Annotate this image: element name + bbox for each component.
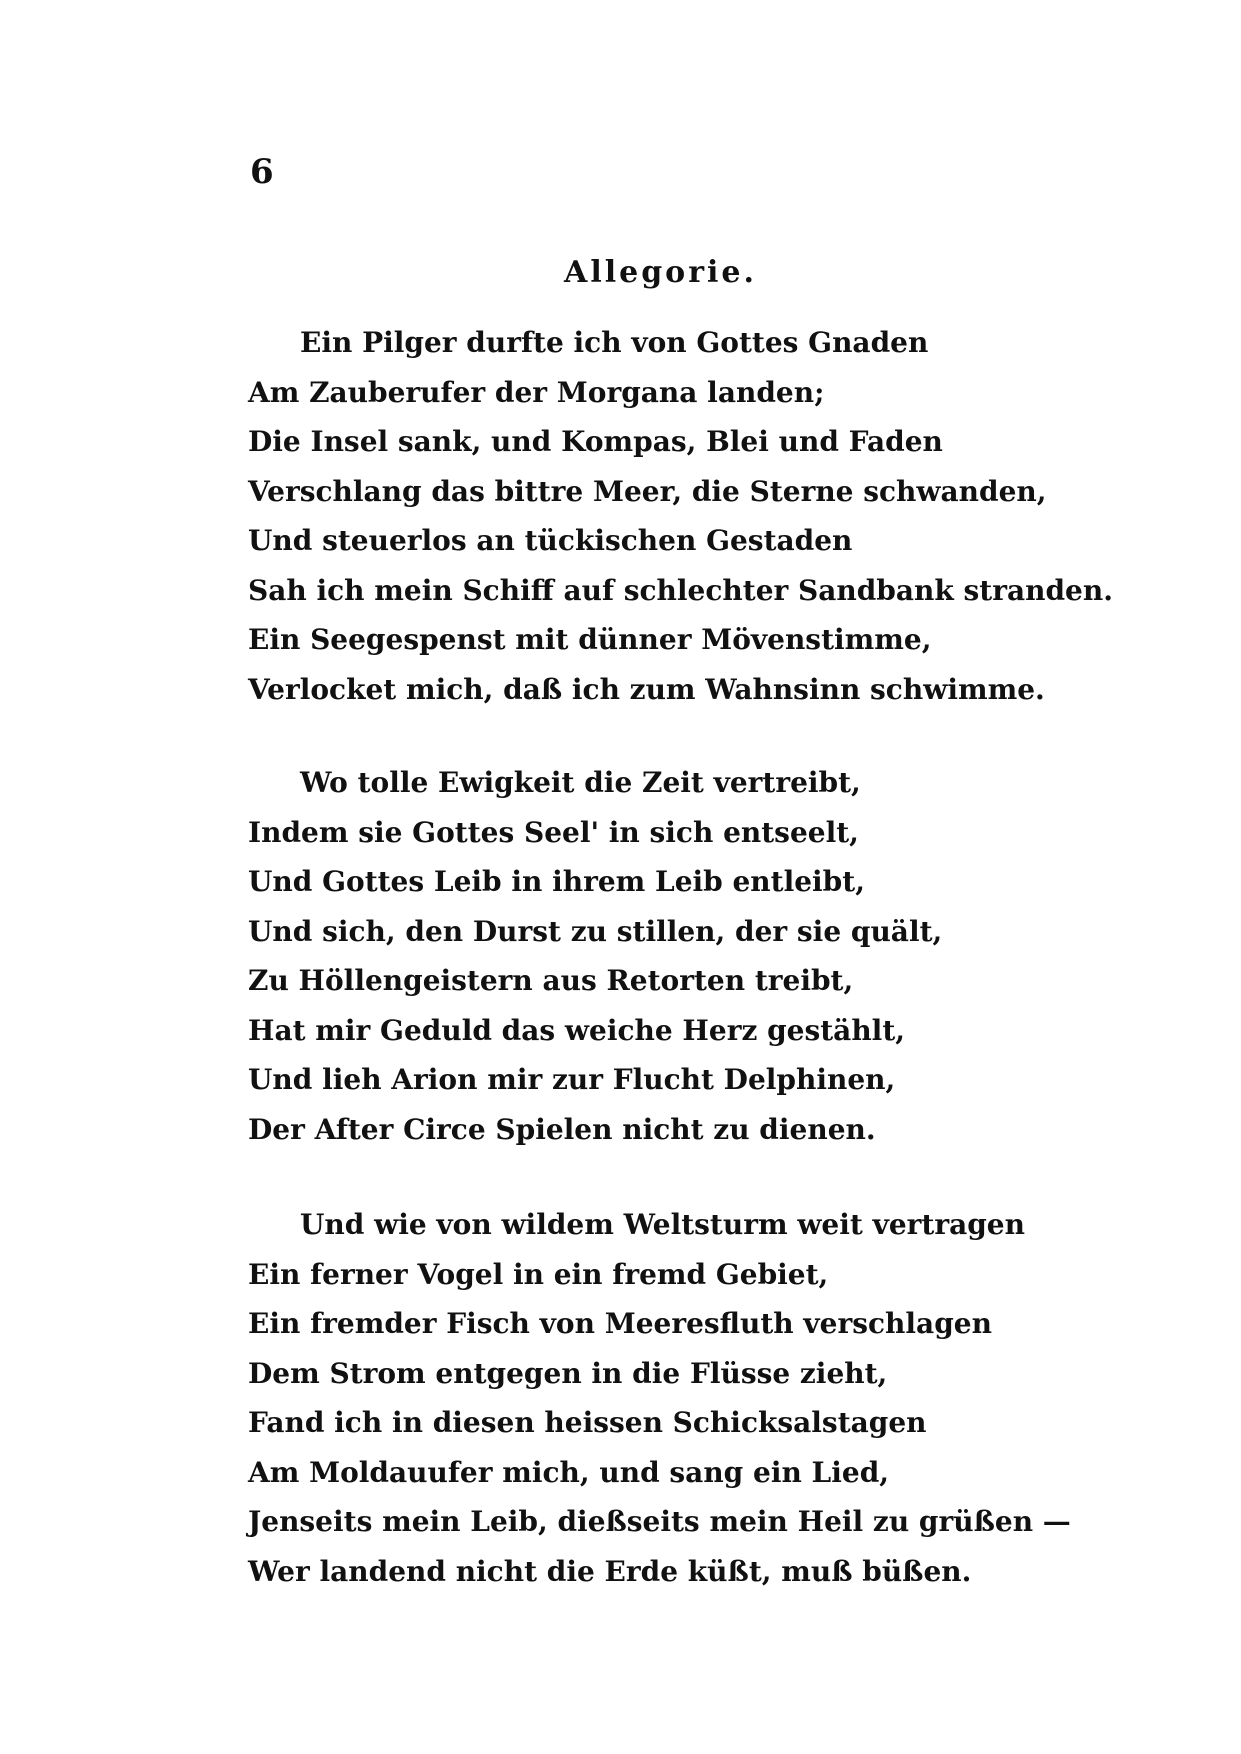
poem-line: Hat mir Geduld das weiche Herz gestählt,: [248, 1013, 906, 1047]
poem-line: Dem Strom entgegen in die Flüsse zieht,: [248, 1356, 888, 1390]
poem-line: Am Zauberufer der Morgana landen;: [248, 375, 825, 409]
poem-line: Der After Circe Spielen nicht zu dienen.: [248, 1112, 876, 1146]
poem-line: Jenseits mein Leib, dießseits mein Heil zu grüßen —: [248, 1505, 1071, 1538]
poem-line: Und steuerlos an tückischen Gestaden: [248, 524, 853, 557]
poem-line: Ein Pilger durfte ich von Gottes Gnaden: [300, 326, 929, 359]
poem-line: Zu Höllengeistern aus Retorten treibt,: [248, 964, 854, 997]
poem-line: Ein fremder Fisch von Meeresfluth verschlagen: [248, 1307, 992, 1340]
poem-line: Wer landend nicht die Erde küßt, muß büßen.: [248, 1554, 972, 1588]
poem-line: Ein ferner Vogel in ein fremd Gebiet,: [248, 1257, 829, 1291]
page-number: 6: [250, 152, 274, 192]
poem-line: Die Insel sank, und Kompas, Blei und Faden: [248, 425, 943, 458]
poem-line: Verlocket mich, daß ich zum Wahnsinn schwimme.: [248, 672, 1045, 706]
poem-line: Und lieh Arion mir zur Flucht Delphinen,: [248, 1063, 896, 1096]
poem-line: Sah ich mein Schiff auf schlechter Sandbank stranden.: [248, 573, 1113, 607]
poem-title: Allegorie.: [564, 255, 757, 290]
poem-line: Ein Seegespenst mit dünner Mövenstimme,: [248, 623, 932, 656]
poem-line: Indem sie Gottes Seel' in sich entseelt,: [248, 815, 859, 849]
poem-line: Am Moldauufer mich, und sang ein Lied,: [248, 1455, 890, 1489]
stanza-3: [248, 1200, 1071, 1596]
stanza-2: [248, 758, 1048, 1154]
poem-line: Und wie von wildem Weltsturm weit vertragen: [300, 1208, 1025, 1241]
poem-line: Fand ich in diesen heissen Schicksalstagen: [248, 1406, 927, 1439]
poem-line: Und Gottes Leib in ihrem Leib entleibt,: [248, 865, 865, 898]
poem-line: Verschlang das bittre Meer, die Sterne schwanden,: [248, 474, 1047, 508]
poem-line: Wo tolle Ewigkeit die Zeit vertreibt,: [300, 766, 861, 799]
stanza-1: [248, 318, 1113, 714]
poem-line: Und sich, den Durst zu stillen, der sie quält,: [248, 914, 943, 948]
